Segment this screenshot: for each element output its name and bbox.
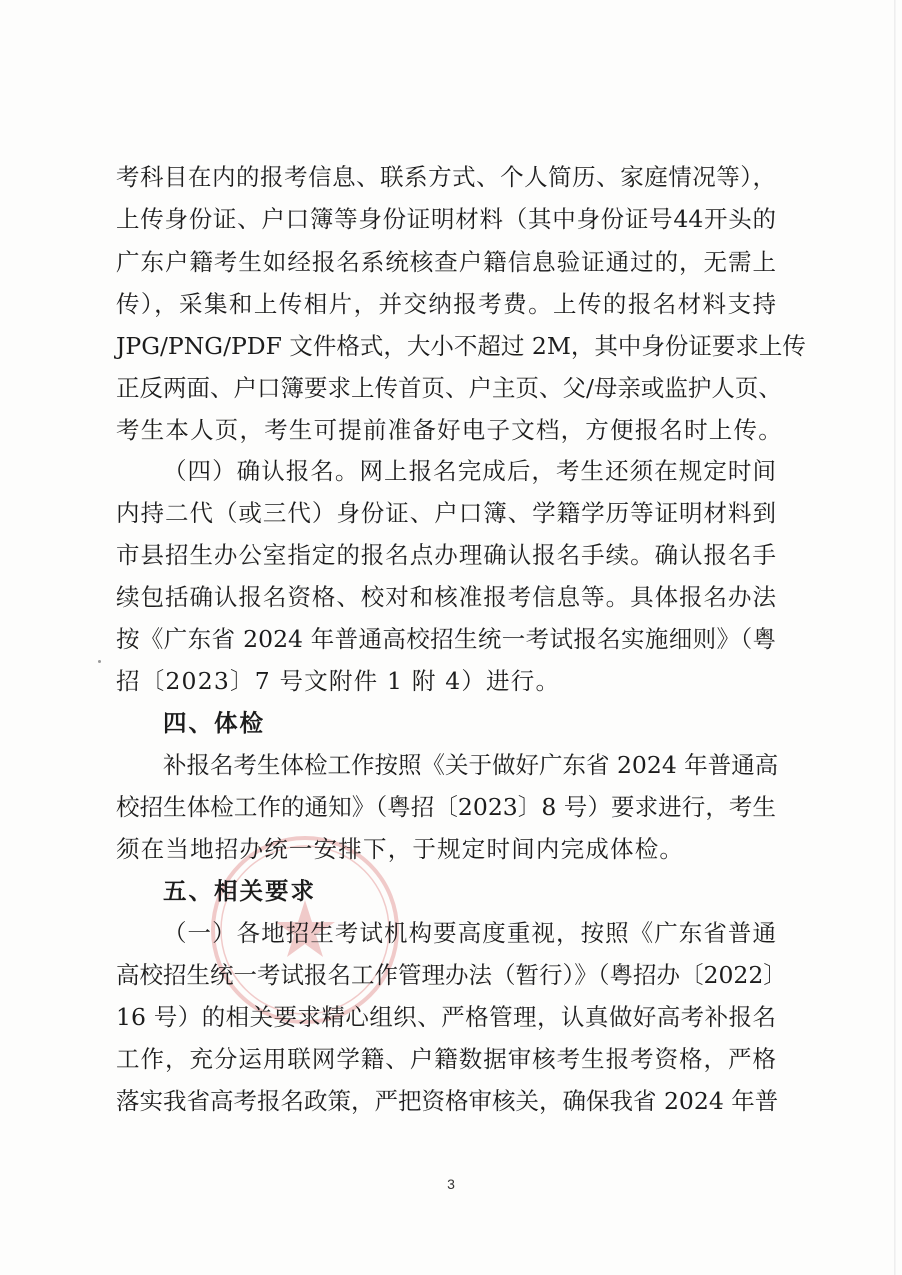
paragraph-line: 落实我省高考报名政策，严把资格审核关，确保我省 2024 年普	[116, 1087, 779, 1115]
paragraph-line: 广东户籍考生如经报名系统核查户籍信息验证通过的，无需上	[116, 248, 776, 276]
paragraph-line: 校招生体检工作的通知》（粤招〔2023〕8 号）要求进行，考生	[116, 793, 776, 821]
paragraph-line: 按《广东省 2024 年普通高校招生统一考试报名实施细则》（粤	[116, 625, 776, 653]
paragraph-line: 补报名考生体检工作按照《关于做好广东省 2024 年普通高	[163, 751, 779, 779]
paragraph-line: 考生本人页，考生可提前准备好电子文档，方便报名时上传。	[116, 416, 783, 444]
section-heading-health-check: 四、体检	[163, 709, 265, 737]
paragraph-line: 传），采集和上传相片，并交纳报考费。上传的报名材料支持	[116, 290, 776, 318]
section-heading-requirements: 五、相关要求	[163, 877, 316, 905]
paragraph-line: JPG/PNG/PDF 文件格式，大小不超过 2M，其中身份证要求上传	[116, 332, 806, 360]
paragraph-line: （一）各地招生考试机构要高度重视，按照《广东省普通	[163, 919, 776, 947]
paragraph-line: 招〔2023〕7 号文附件 1 附 4）进行。	[116, 667, 561, 695]
paragraph-line: 高校招生统一考试报名工作管理办法（暂行）》（粤招办〔2022〕	[116, 961, 787, 989]
paragraph-line: 市县招生办公室指定的报名点办理确认报名手续。确认报名手	[116, 541, 776, 569]
paragraph-line: 上传身份证、户口簿等身份证明材料（其中身份证号44开头的	[116, 205, 776, 233]
page-number: 3	[447, 1176, 455, 1192]
paragraph-line: 正反两面、户口簿要求上传首页、户主页、父/母亲或监护人页、	[116, 374, 782, 402]
paragraph-line: （四）确认报名。网上报名完成后，考生还须在规定时间	[163, 457, 776, 485]
paragraph-line: 续包括确认报名资格、校对和核准报考信息等。具体报名办法	[116, 583, 776, 611]
paragraph-line: 须在当地招办统一安排下，于规定时间内完成体检。	[116, 835, 685, 863]
paragraph-line: 16 号）的相关要求精心组织、严格管理，认真做好高考补报名	[116, 1003, 776, 1031]
paragraph-line: 考科目在内的报考信息、联系方式、个人简历、家庭情况等），	[116, 163, 776, 191]
paragraph-line: 工作，充分运用联网学籍、户籍数据审核考生报考资格，严格	[116, 1045, 776, 1073]
paragraph-line: 内持二代（或三代）身份证、户口簿、学籍学历等证明材料到	[116, 499, 776, 527]
page-edge	[894, 0, 896, 1275]
scan-speck	[98, 660, 101, 663]
